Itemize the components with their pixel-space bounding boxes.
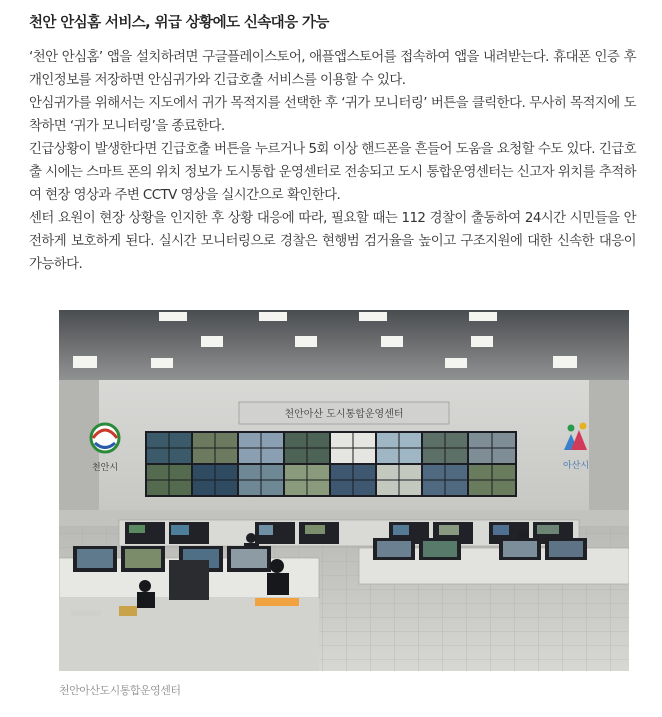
logo-right-label: 아산시 [562, 461, 590, 471]
photo-caption: 천안아산도시통합운영센터 [59, 684, 181, 697]
article-paragraph: 긴급상황이 발생한다면 긴급호출 버튼을 누르거나 5회 이상 핸드폰을 흔들어 도움을 요청할 수도 있다. 긴급호출 시에는 스마트 폰의 위치 정보가 도시통합 운영센터로 전송되고 도시 통합운영센터는 신고자 위치를 추적하여 현장 영상과 주변 CCTV 영상을 실시간으로 확인한다. [29, 142, 636, 203]
ceiling [59, 310, 629, 390]
logo-left-label: 천안시 [91, 463, 119, 473]
article-paragraph: ‘천안 안심홈’ 앱을 설치하려면 구글플레이스토어, 애플앱스토어를 접속하여 앱을 내려받는다. 휴대폰 인증 후 개인정보를 저장하면 안심귀가와 긴급호출 서비스를 이용할 수 있다. [29, 50, 636, 88]
article-paragraph: 안심귀가를 위해서는 지도에서 귀가 목적지를 선택한 후 ‘귀가 모니터링’ 버튼을 클릭한다. 무사히 목적지에 도착하면 ‘귀가 모니터링’을 종료한다. [29, 96, 636, 134]
article-paragraph: 센터 요원이 현장 상황을 인지한 후 상황 대응에 따라, 필요할 때는 112 경찰이 출동하여 24시간 시민들을 안전하게 보호하게 된다. 실시간 모니터링으로 경찰은 현행범 검거율을 높이고 구조지원에 대한 신속한 대응이 가능하다. [29, 211, 636, 272]
video-wall [145, 431, 517, 497]
article-title: 천안 안심홈 서비스, 위급 상황에도 신속대응 가능 [29, 15, 329, 31]
control-center-photo [59, 310, 629, 671]
cheonan-logo [91, 424, 119, 473]
article-body [29, 46, 636, 276]
article-photo [59, 310, 629, 698]
sign-text: 천안아산 도시통합운영센터 [284, 409, 404, 420]
